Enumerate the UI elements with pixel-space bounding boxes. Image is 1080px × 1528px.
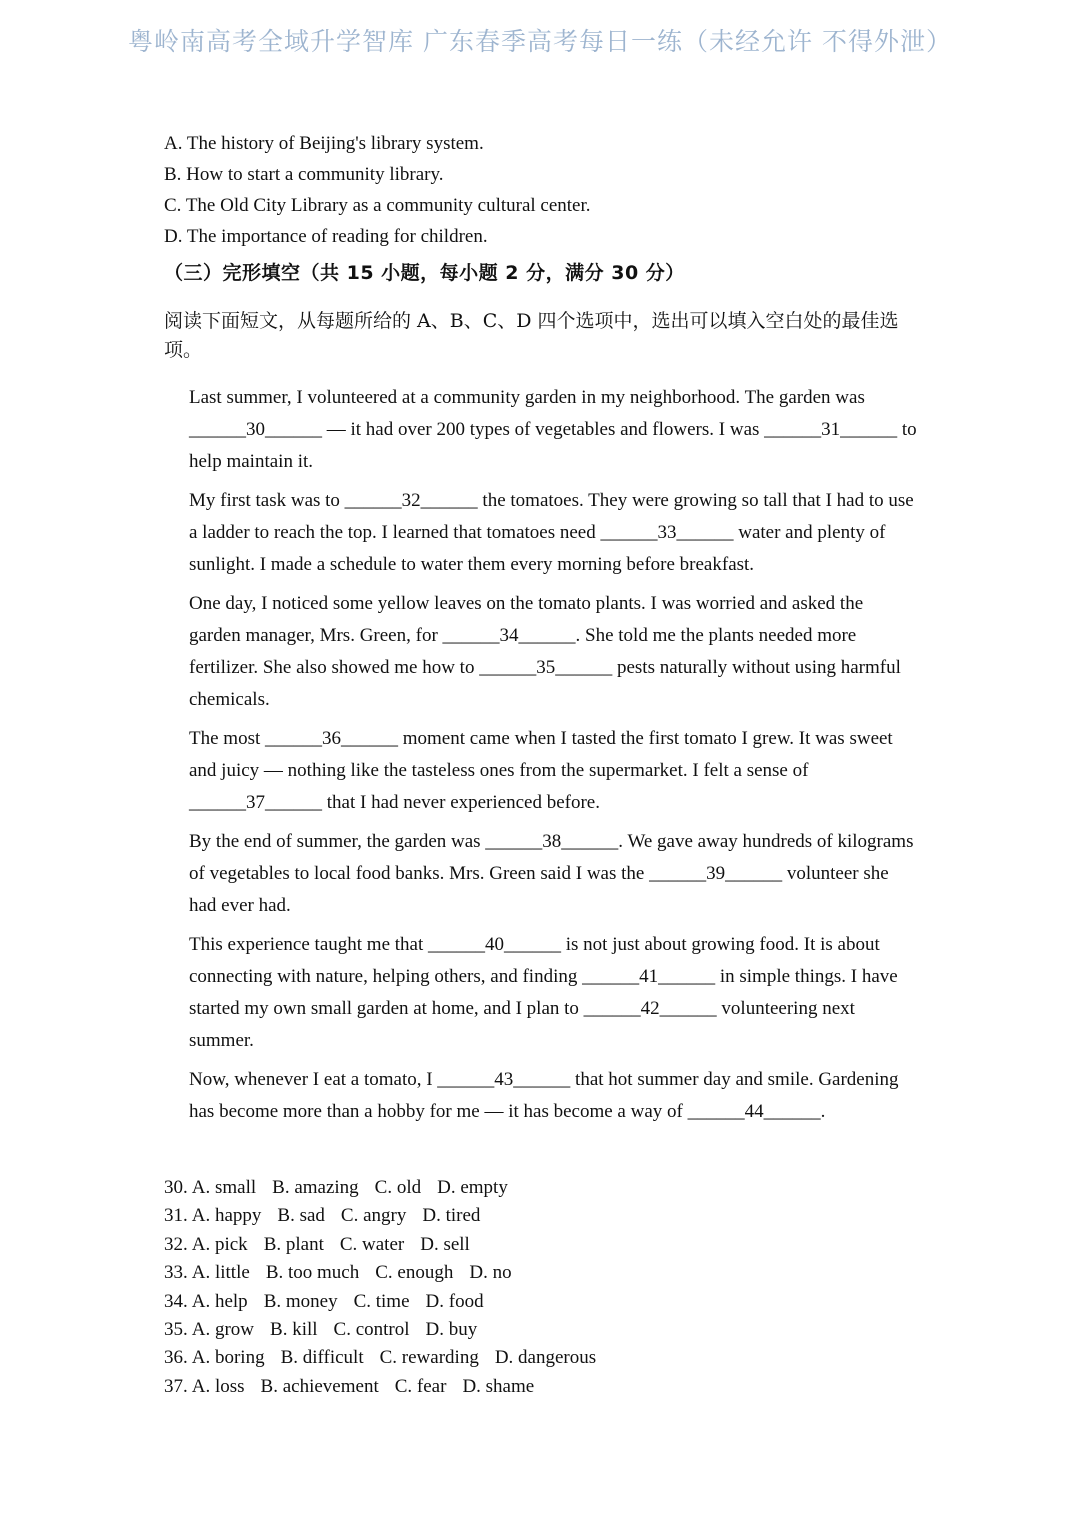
choice-c: C. old <box>374 1177 422 1198</box>
watermark-header: 粤岭南高考全域升学智库 广东春季高考每日一练（未经允许 不得外泄） <box>128 27 952 56</box>
question-number: 33. <box>164 1262 188 1284</box>
choice-b: B. plant <box>263 1233 324 1255</box>
question-number: 34. <box>164 1290 188 1312</box>
choice-d: D. no <box>469 1262 512 1284</box>
choice-a: A. small <box>191 1177 257 1198</box>
previous-question-options <box>164 130 924 254</box>
choice-row-33 <box>164 1259 924 1287</box>
option-c: C. The Old City Library as a community cultural center. <box>164 195 591 216</box>
choice-c: C. control <box>333 1318 410 1340</box>
choice-c: C. time <box>353 1290 410 1312</box>
answer-choices <box>164 1174 924 1401</box>
choice-a: A. help <box>191 1290 248 1312</box>
choice-d: D. buy <box>425 1318 478 1340</box>
choice-d: D. empty <box>437 1177 508 1198</box>
choice-d: D. dangerous <box>494 1347 597 1369</box>
section-title: （三）完形填空（共 15 小题，每小题 2 分，满分 30 分） <box>164 262 685 284</box>
question-number: 30. <box>164 1177 188 1198</box>
choice-d: D. tired <box>422 1205 481 1227</box>
choice-b: B. money <box>263 1290 338 1312</box>
choice-b: B. difficult <box>280 1347 364 1369</box>
choice-b: B. kill <box>270 1318 318 1340</box>
choice-c: C. water <box>339 1233 405 1255</box>
passage-paragraph-4: The most ______36______ moment came when I tasted the first tomato I grew. It was sweet and juicy — nothing like the tasteless ones from the supermarket. I felt a sense of ______37______ that I had never experienced before. <box>189 728 893 813</box>
passage-paragraph-2: My first task was to ______32______ the tomatoes. They were growing so tall that I had to use a ladder to reach the top. I learned that tomatoes need ______33______ water and plenty of sunlight. I made a schedule to water them every morning before breakfast. <box>189 490 914 575</box>
passage-paragraph-5: By the end of summer, the garden was ______38______. We gave away hundreds of kilograms of vegetables to local food banks. Mrs. Green said I was the ______39______ volunteer she had ever had. <box>189 831 914 916</box>
choice-c: C. fear <box>394 1375 447 1397</box>
choice-row-34 <box>164 1288 924 1316</box>
choice-row-30 <box>164 1174 924 1202</box>
choice-b: B. sad <box>277 1205 325 1227</box>
choice-row-36 <box>164 1344 924 1372</box>
choice-c: C. angry <box>340 1205 407 1227</box>
passage-paragraph-3: One day, I noticed some yellow leaves on the tomato plants. I was worried and asked the garden manager, Mrs. Green, for ______34______. She told me the plants needed more fertilizer. She also showed me how to ______35______ pests naturally without using harmful chemicals. <box>189 593 901 710</box>
choice-d: D. shame <box>462 1375 535 1397</box>
choice-a: A. happy <box>191 1205 262 1227</box>
choice-b: B. achievement <box>260 1375 379 1397</box>
cloze-passage <box>189 382 919 1135</box>
choice-a: A. grow <box>191 1318 255 1340</box>
choice-d: D. sell <box>420 1233 470 1255</box>
choice-c: C. enough <box>375 1262 454 1284</box>
choice-row-32 <box>164 1231 924 1259</box>
passage-paragraph-1: Last summer, I volunteered at a community garden in my neighborhood. The garden was ______30______ — it had over 200 types of vegetables and flowers. I was ______31______ to help maintain it. <box>189 387 917 472</box>
option-d: D. The importance of reading for children. <box>164 226 488 247</box>
choice-a: A. boring <box>191 1347 265 1369</box>
instruction-text: 阅读下面短文，从每题所给的 A、B、C、D 四个选项中，选出可以填入空白处的最佳选项。 <box>164 310 899 361</box>
choice-b: B. too much <box>265 1262 360 1284</box>
question-number: 35. <box>164 1318 188 1340</box>
choice-a: A. pick <box>191 1233 248 1255</box>
choice-row-31 <box>164 1202 924 1230</box>
question-number: 37. <box>164 1375 188 1397</box>
choice-row-35 <box>164 1316 924 1344</box>
question-number: 31. <box>164 1205 188 1227</box>
choice-c: C. rewarding <box>379 1347 479 1369</box>
choice-row-37 <box>164 1373 924 1401</box>
choice-a: A. little <box>191 1262 250 1284</box>
option-b: B. How to start a community library. <box>164 164 444 185</box>
option-a: A. The history of Beijing's library system. <box>164 133 484 154</box>
passage-paragraph-7: Now, whenever I eat a tomato, I ______43______ that hot summer day and smile. Gardening has become more than a hobby for me — it has become a way of ______44______. <box>189 1069 899 1122</box>
question-number: 32. <box>164 1233 188 1255</box>
choice-d: D. food <box>425 1290 484 1312</box>
passage-paragraph-6: This experience taught me that ______40______ is not just about growing food. It is about connecting with nature, helping others, and finding ______41______ in simple things. I have started my own small garden at home, and I plan to ______42______ volunteering next summer. <box>189 934 898 1051</box>
choice-a: A. loss <box>191 1375 245 1397</box>
question-number: 36. <box>164 1347 188 1369</box>
choice-b: B. amazing <box>272 1177 359 1198</box>
